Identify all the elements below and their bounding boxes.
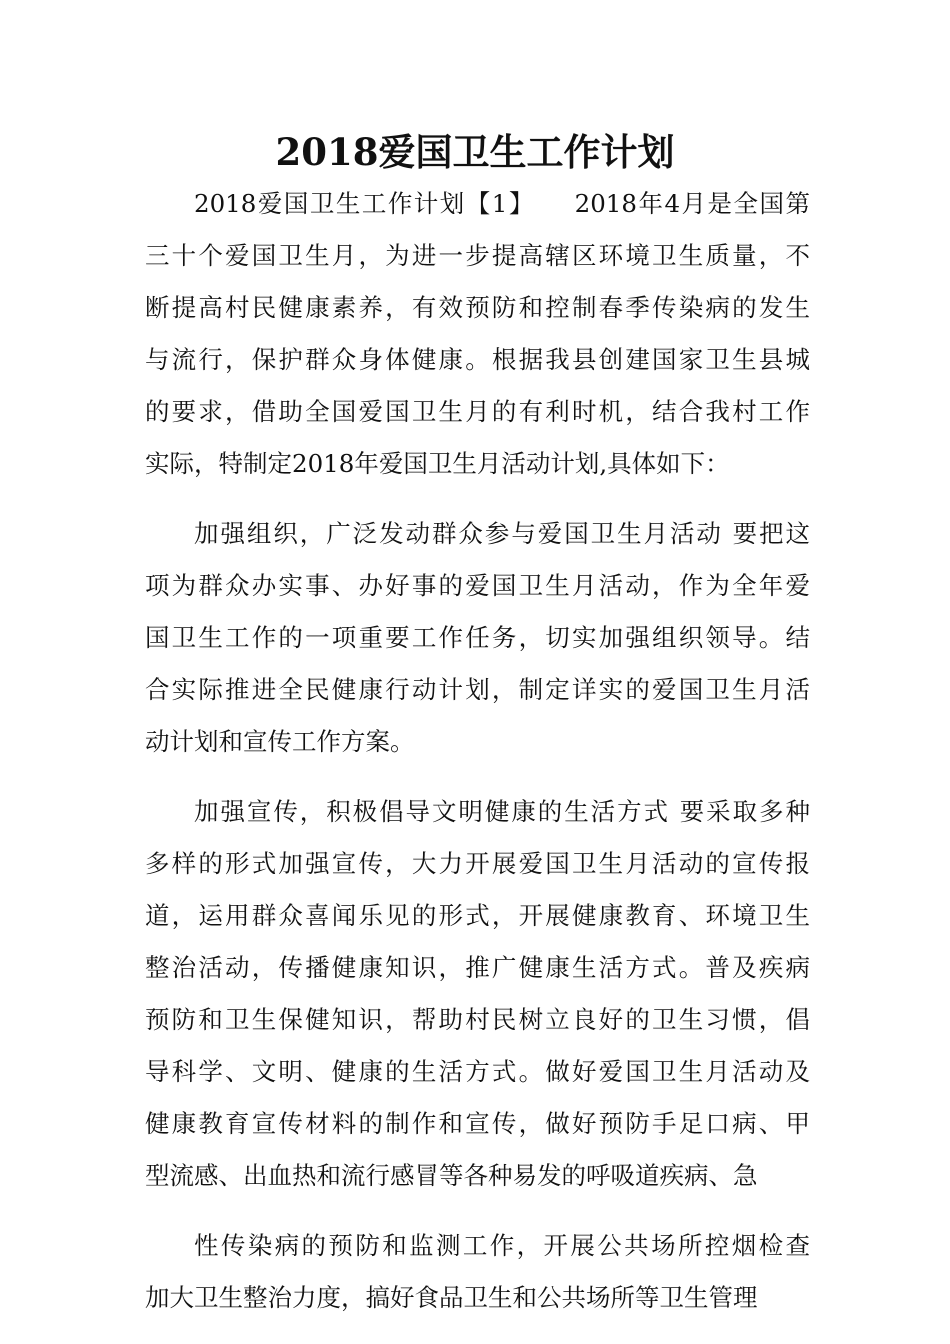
text-line: 断提高村民健康素养，有效预防和控制春季传染病的发生 <box>145 293 810 322</box>
document-body <box>145 178 810 1324</box>
text-line: 加强组织，广泛发动群众参与爱国卫生月活动 要把这 <box>194 519 810 548</box>
text-line: 导科学、文明、健康的生活方式。做好爱国卫生月活动及 <box>145 1057 810 1086</box>
paragraph-organization <box>145 508 810 768</box>
text-line: 型流感、出血热和流行感冒等各种易发的呼吸道疾病、急 <box>145 1161 758 1190</box>
text-line: 整治活动，传播健康知识，推广健康生活方式。普及疾病 <box>145 953 810 982</box>
text-line: 的要求，借助全国爱国卫生月的有利时机，结合我村工作 <box>145 397 810 426</box>
paragraph-publicity <box>145 786 810 1202</box>
text-line: 合实际推进全民健康行动计划，制定详实的爱国卫生月活 <box>145 675 810 704</box>
paragraph-sanitation <box>145 1220 810 1324</box>
text-line: 国卫生工作的一项重要工作任务，切实加强组织领导。结 <box>145 623 810 652</box>
text-line: 三十个爱国卫生月，为进一步提高辖区环境卫生质量，不 <box>145 241 810 270</box>
text-line: 多样的形式加强宣传，大力开展爱国卫生月活动的宣传报 <box>145 849 810 878</box>
text-line: 道，运用群众喜闻乐见的形式，开展健康教育、环境卫生 <box>145 901 810 930</box>
text-line: 动计划和宣传工作方案。 <box>145 727 415 756</box>
text-line: 性传染病的预防和监测工作，开展公共场所控烟检查 <box>194 1231 810 1260</box>
paragraph-intro <box>145 178 810 490</box>
text-line: 加强宣传，积极倡导文明健康的生活方式 要采取多种 <box>194 797 810 826</box>
text-line: 预防和卫生保健知识，帮助村民树立良好的卫生习惯，倡 <box>145 1005 810 1034</box>
text-line: 加大卫生整治力度，搞好食品卫生和公共场所等卫生管理 <box>145 1283 758 1312</box>
text-line: 与流行，保护群众身体健康。根据我县创建国家卫生县城 <box>145 345 810 374</box>
document-title: 2018爱国卫生工作计划 <box>275 130 675 174</box>
text-line: 2018爱国卫生工作计划【1】 2018年4月是全国第 <box>194 189 810 218</box>
text-line: 实际，特制定2018年爱国卫生月活动计划,具体如下： <box>145 449 730 478</box>
text-line: 健康教育宣传材料的制作和宣传，做好预防手足口病、甲 <box>145 1109 810 1138</box>
text-line: 项为群众办实事、办好事的爱国卫生月活动，作为全年爱 <box>145 571 810 600</box>
